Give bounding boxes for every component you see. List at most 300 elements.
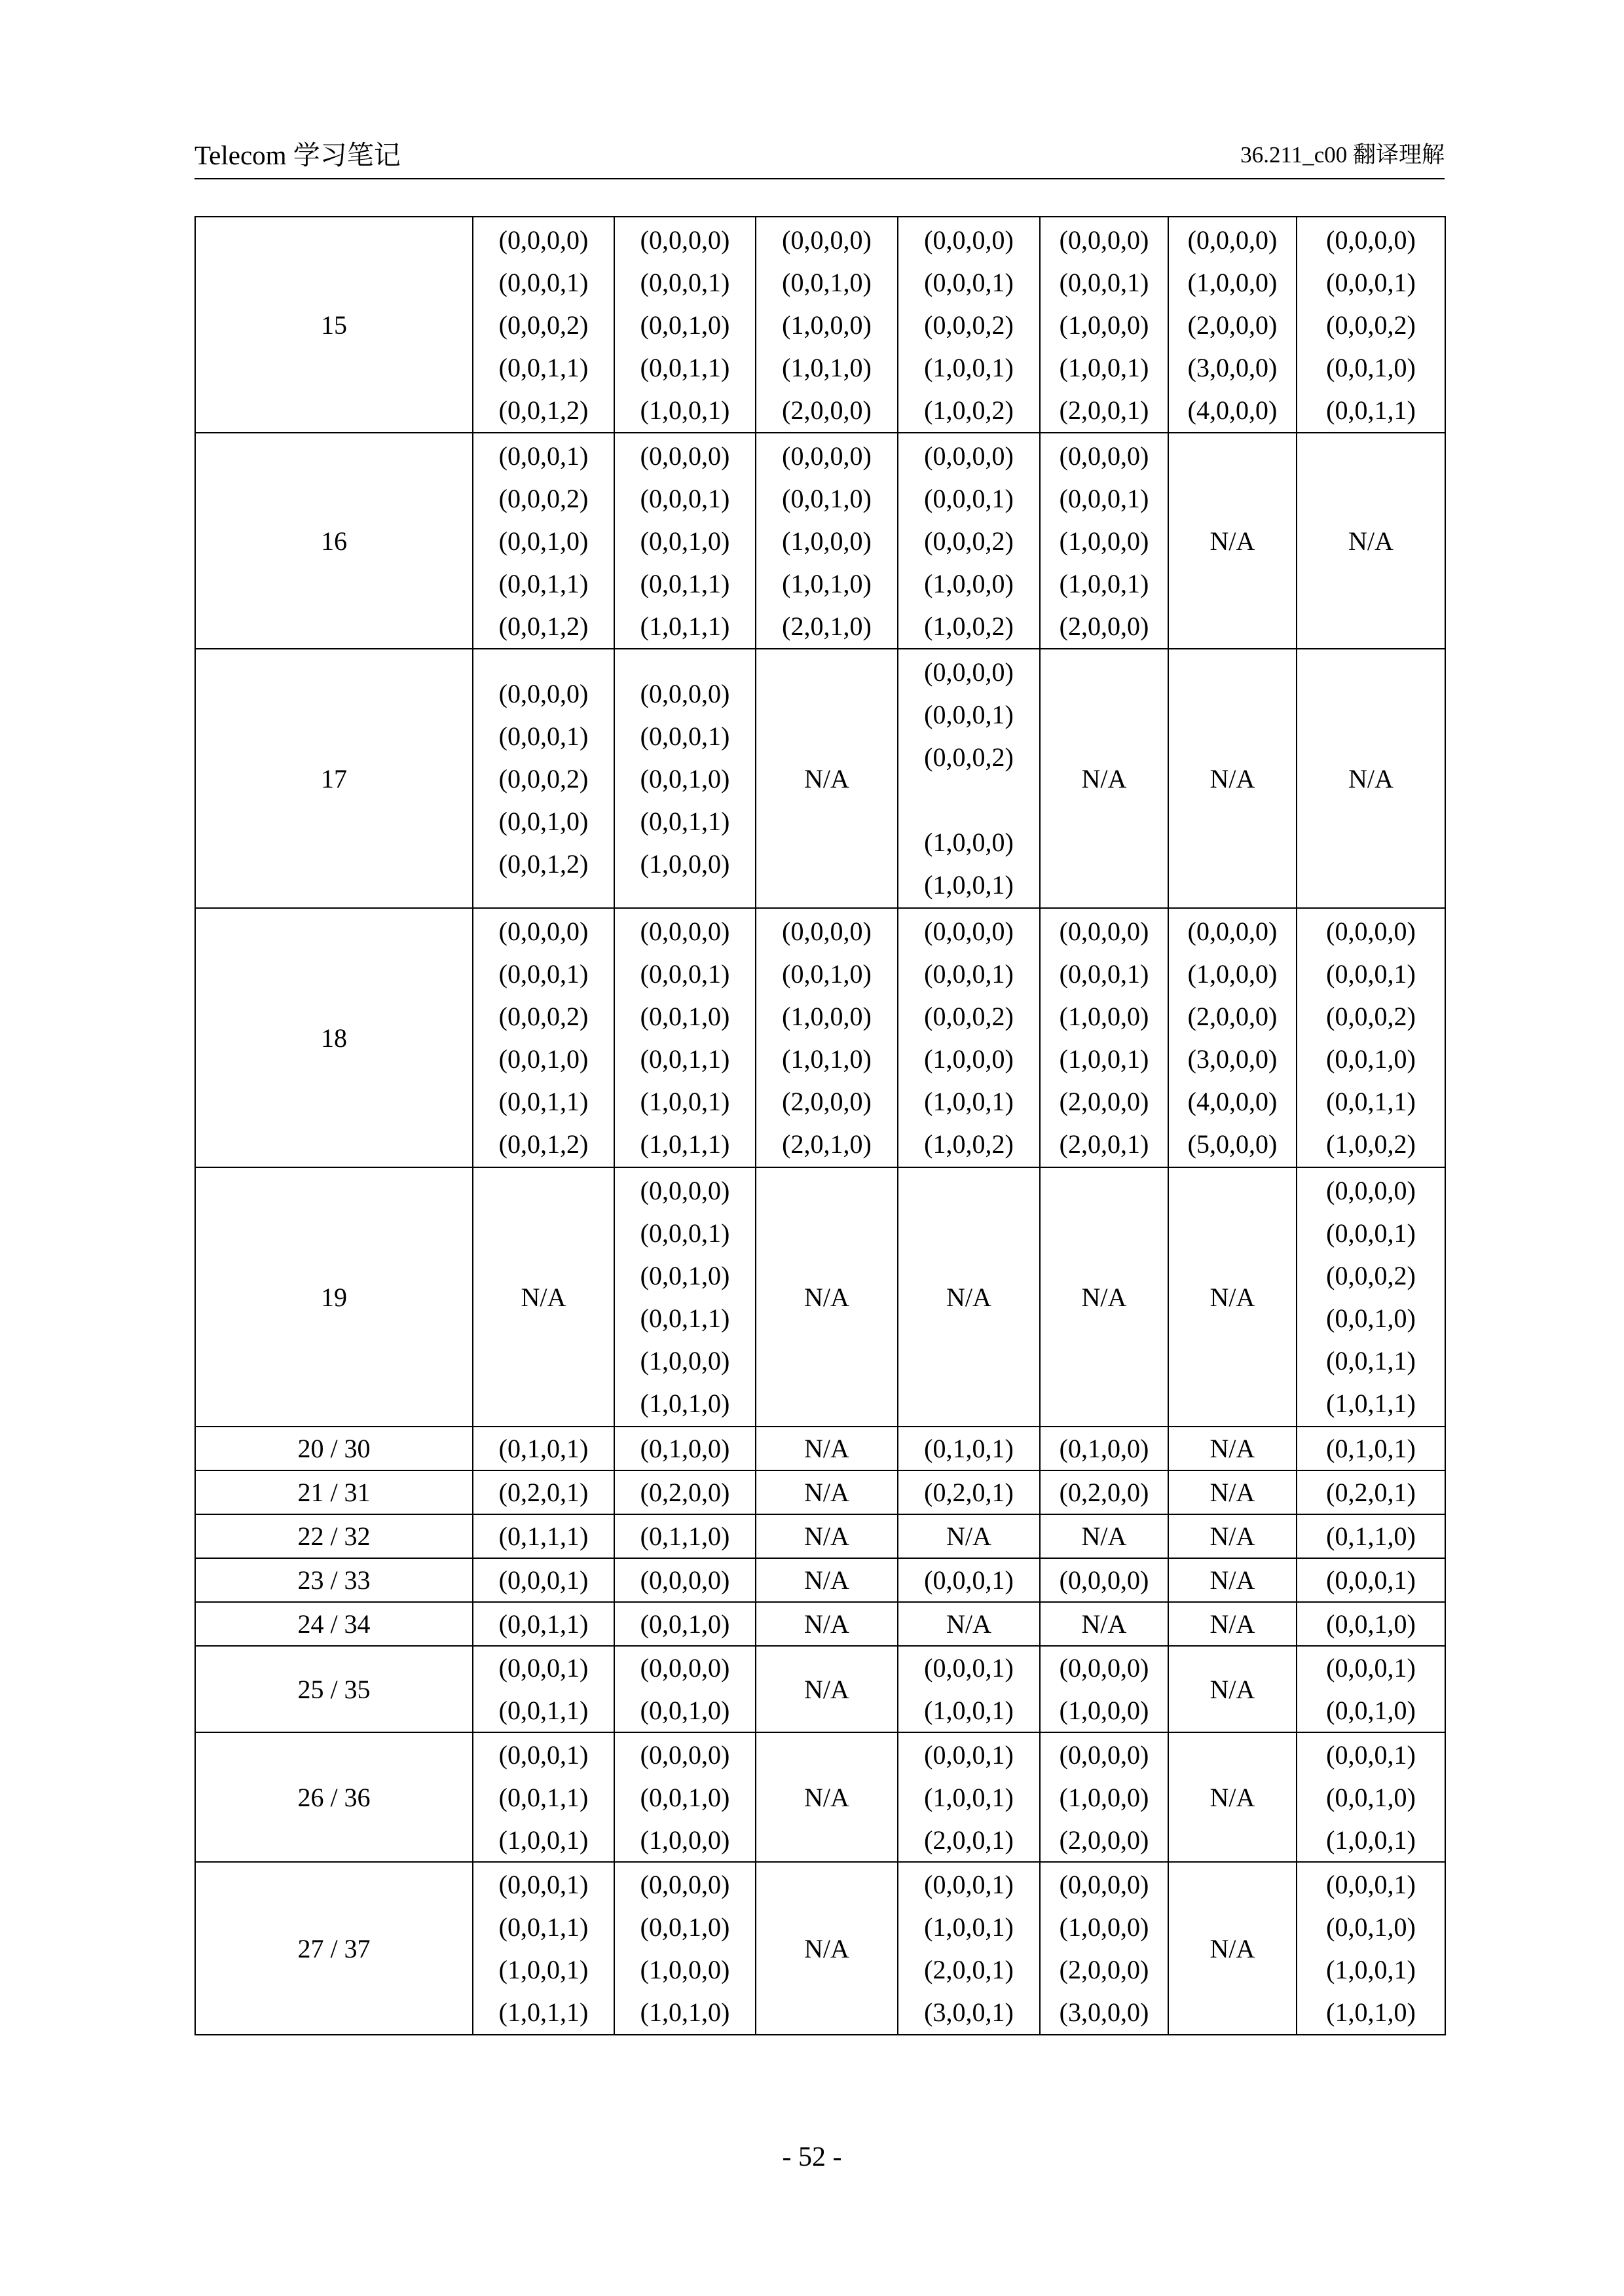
cell-value: (0,0,1,0)	[640, 1261, 730, 1290]
table-row	[195, 1470, 1445, 1514]
cell-na: N/A	[1209, 1522, 1255, 1551]
cell-value: (0,0,0,2)	[498, 763, 589, 793]
table-cell	[1297, 217, 1445, 433]
table-cell	[614, 908, 756, 1167]
table-cell	[756, 217, 898, 433]
cell-value: (0,0,1,0)	[498, 1044, 589, 1074]
cell-value: (0,1,0,0)	[640, 1434, 730, 1463]
header-title: Telecom 学习笔记	[194, 140, 401, 170]
cell-value: (1,0,1,0)	[782, 352, 872, 382]
cell-value: (0,0,0,1)	[924, 1653, 1014, 1683]
table-cell	[614, 433, 756, 649]
cell-value: (0,0,0,0)	[640, 1870, 730, 1899]
cell-value: (0,0,1,0)	[1326, 1782, 1416, 1812]
cell-value: (0,0,0,0)	[640, 1653, 730, 1683]
table-cell	[473, 1862, 614, 2035]
cell-na: N/A	[804, 1782, 849, 1812]
cell-value: (0,0,0,1)	[498, 1740, 589, 1770]
cell-value: (1,0,0,0)	[1187, 959, 1278, 989]
cell-value: (3,0,0,0)	[1187, 1044, 1278, 1074]
cell-value: (0,0,0,1)	[640, 1218, 730, 1248]
table-cell	[756, 1167, 898, 1427]
table-cell	[1040, 1427, 1168, 1470]
table-row	[195, 1602, 1445, 1646]
cell-value: (0,1,0,0)	[1059, 1434, 1149, 1463]
cell-value: (0,0,0,2)	[1326, 310, 1416, 340]
cell-value: (0,0,0,1)	[640, 267, 730, 297]
cell-value: (0,0,0,1)	[498, 441, 589, 471]
table-cell	[1040, 1470, 1168, 1514]
cell-value: (0,0,1,0)	[1326, 1303, 1416, 1333]
cell-na: N/A	[804, 1609, 849, 1639]
row-label: 25 / 35	[195, 1646, 473, 1732]
cell-value: (0,0,0,0)	[640, 1176, 730, 1205]
table-cell	[1297, 1167, 1445, 1427]
cell-value: (0,0,0,0)	[924, 657, 1014, 687]
table-row	[195, 1646, 1445, 1732]
cell-value: (2,0,0,0)	[1059, 1825, 1149, 1855]
cell-value: (2,0,0,0)	[782, 1087, 872, 1116]
cell-value: (0,0,1,1)	[498, 1609, 589, 1639]
cell-value: (1,0,0,1)	[1059, 568, 1149, 598]
table-cell	[898, 1732, 1040, 1862]
cell-value: (0,0,0,0)	[782, 441, 872, 471]
table-cell	[756, 1427, 898, 1470]
cell-value: (0,0,0,0)	[1326, 1176, 1416, 1205]
table-cell	[614, 1646, 756, 1732]
table-cell	[898, 1470, 1040, 1514]
cell-value: (2,0,0,0)	[1187, 310, 1278, 340]
cell-value: (1,0,1,0)	[640, 1997, 730, 2027]
cell-value: (2,0,0,1)	[1059, 395, 1149, 425]
table-cell	[614, 1602, 756, 1646]
cell-na: N/A	[521, 1282, 566, 1312]
cell-value: (0,0,0,1)	[498, 1565, 589, 1595]
cell-value: (0,0,1,2)	[498, 611, 589, 641]
cell-value: (0,0,0,1)	[1326, 1565, 1416, 1595]
table-cell	[473, 649, 614, 908]
table-cell	[898, 1646, 1040, 1732]
table-cell	[1297, 1558, 1445, 1602]
cell-value: (1,0,0,2)	[924, 395, 1014, 425]
table-cell	[1040, 1514, 1168, 1558]
cell-value: (0,0,0,0)	[640, 1740, 730, 1770]
cell-value: (0,0,1,0)	[782, 483, 872, 513]
cell-value: (0,0,0,2)	[498, 310, 589, 340]
row-label: 17	[195, 649, 473, 908]
table-cell	[473, 1732, 614, 1862]
cell-value: (0,0,0,1)	[1059, 483, 1149, 513]
cell-value: (1,0,0,1)	[924, 1087, 1014, 1116]
cell-value: (0,1,1,1)	[498, 1522, 589, 1551]
cell-value: (0,0,0,0)	[498, 225, 589, 255]
cell-value: (0,0,0,0)	[498, 917, 589, 946]
table-cell	[1040, 1602, 1168, 1646]
cell-value: (1,0,0,2)	[1326, 1129, 1416, 1159]
header-doc-id: 36.211_c00 翻译理解	[1240, 142, 1445, 168]
cell-value: (0,0,1,1)	[1326, 395, 1416, 425]
cell-value: (0,0,1,1)	[640, 1044, 730, 1074]
table-cell	[614, 1514, 756, 1558]
cell-value: (0,0,0,0)	[1059, 1653, 1149, 1683]
cell-value: (1,0,1,1)	[498, 1997, 589, 2027]
table-cell	[898, 433, 1040, 649]
cell-value: (0,0,1,1)	[498, 1696, 589, 1725]
cell-value: (0,0,0,1)	[1326, 1653, 1416, 1683]
cell-value: (0,2,0,0)	[1059, 1478, 1149, 1507]
cell-value: (1,0,1,0)	[1326, 1997, 1416, 2027]
cell-value: (2,0,0,1)	[924, 1825, 1014, 1855]
table-cell	[1168, 433, 1297, 649]
cell-value: (1,0,0,0)	[1187, 267, 1278, 297]
table-cell	[756, 649, 898, 908]
cell-value: (0,0,0,1)	[1059, 959, 1149, 989]
cell-value: (0,0,0,2)	[498, 1002, 589, 1031]
table-cell	[1168, 1167, 1297, 1427]
cell-value: (1,0,0,0)	[924, 828, 1014, 857]
row-label: 23 / 33	[195, 1558, 473, 1602]
table-row	[195, 1732, 1445, 1862]
table-cell	[614, 1470, 756, 1514]
table-cell	[1297, 908, 1445, 1167]
table-row	[195, 908, 1445, 1167]
cell-value: (1,0,0,2)	[924, 611, 1014, 641]
table-cell	[1040, 1558, 1168, 1602]
row-label: 16	[195, 433, 473, 649]
table-cell	[614, 649, 756, 908]
cell-na: N/A	[1209, 1565, 1255, 1595]
table-cell	[1297, 1732, 1445, 1862]
table-cell	[1168, 1470, 1297, 1514]
table-cell	[1168, 1427, 1297, 1470]
cell-value: (1,0,1,0)	[640, 1389, 730, 1418]
table-cell	[473, 1514, 614, 1558]
table-cell	[473, 217, 614, 433]
cell-value: (0,0,1,1)	[498, 568, 589, 598]
table-cell	[1297, 433, 1445, 649]
table-cell	[756, 1646, 898, 1732]
cell-value: (0,0,0,1)	[498, 1653, 589, 1683]
cell-value: (0,0,1,1)	[498, 352, 589, 382]
cell-value: (0,0,0,1)	[924, 483, 1014, 513]
cell-value: (0,0,1,0)	[640, 1782, 730, 1812]
table-cell	[1040, 649, 1168, 908]
row-label: 21 / 31	[195, 1470, 473, 1514]
cell-value: (0,1,0,1)	[924, 1434, 1014, 1463]
table-cell	[473, 1646, 614, 1732]
cell-value: (0,0,1,1)	[1326, 1087, 1416, 1116]
config-table	[194, 216, 1446, 2035]
table-row	[195, 433, 1445, 649]
cell-value: (0,0,0,0)	[1187, 225, 1278, 255]
table-cell	[1040, 217, 1168, 433]
cell-value: (1,0,0,0)	[640, 1955, 730, 1984]
cell-value: (0,0,0,1)	[498, 721, 589, 751]
cell-na: N/A	[1081, 1522, 1127, 1551]
cell-value: (1,0,0,0)	[782, 526, 872, 556]
cell-value: (0,0,1,2)	[498, 1129, 589, 1159]
cell-value: (0,0,0,1)	[924, 1565, 1014, 1595]
cell-value: (0,0,1,1)	[640, 568, 730, 598]
cell-value: (0,0,0,1)	[924, 267, 1014, 297]
cell-value: (1,0,0,0)	[1059, 1912, 1149, 1942]
cell-value: (0,0,1,0)	[1326, 1044, 1416, 1074]
cell-na: N/A	[1209, 526, 1255, 556]
cell-value: (5,0,0,0)	[1187, 1129, 1278, 1159]
cell-value: (1,0,1,1)	[640, 611, 730, 641]
table-cell	[898, 217, 1040, 433]
row-label: 24 / 34	[195, 1602, 473, 1646]
cell-value: (0,0,0,0)	[640, 917, 730, 946]
table-row	[195, 1862, 1445, 2035]
table-cell	[898, 1427, 1040, 1470]
table-cell	[898, 649, 1040, 908]
cell-na: N/A	[946, 1609, 991, 1639]
cell-na: N/A	[1348, 526, 1393, 556]
cell-value: (1,0,0,1)	[498, 1955, 589, 1984]
table-cell	[1297, 1602, 1445, 1646]
table-cell	[614, 1732, 756, 1862]
table-cell	[473, 1558, 614, 1602]
cell-value: (1,0,0,0)	[1059, 526, 1149, 556]
cell-na: N/A	[1081, 763, 1127, 793]
cell-value: (0,2,0,1)	[924, 1478, 1014, 1507]
cell-value: (0,0,0,1)	[1326, 1218, 1416, 1248]
cell-value: (0,0,1,1)	[640, 806, 730, 836]
cell-value: (1,0,0,0)	[640, 1346, 730, 1376]
cell-value: (1,0,0,1)	[924, 1782, 1014, 1812]
cell-value: (4,0,0,0)	[1187, 1087, 1278, 1116]
cell-value: (0,0,0,1)	[640, 721, 730, 751]
table-cell	[1168, 1732, 1297, 1862]
cell-value: (1,0,0,0)	[640, 848, 730, 879]
cell-value: (1,0,0,1)	[924, 1696, 1014, 1725]
table-row	[195, 649, 1445, 908]
table-cell	[756, 908, 898, 1167]
row-label: 19	[195, 1167, 473, 1427]
cell-na: N/A	[1081, 1609, 1127, 1639]
cell-value: (0,0,1,0)	[640, 763, 730, 793]
cell-value: (0,0,1,2)	[498, 848, 589, 879]
cell-value: (1,0,0,1)	[1326, 1825, 1416, 1855]
cell-value: (0,0,1,1)	[498, 1087, 589, 1116]
cell-value: (0,0,1,0)	[498, 806, 589, 836]
row-label: 15	[195, 217, 473, 433]
table-cell	[1040, 1646, 1168, 1732]
cell-na: N/A	[1081, 1282, 1127, 1312]
cell-value: (1,0,0,1)	[924, 1912, 1014, 1942]
cell-value: (0,1,1,0)	[1326, 1522, 1416, 1551]
cell-value: (0,0,0,2)	[498, 483, 589, 513]
table-cell	[756, 433, 898, 649]
cell-na: N/A	[804, 1282, 849, 1312]
cell-value: (4,0,0,0)	[1187, 395, 1278, 425]
cell-value: (2,0,0,0)	[1059, 1087, 1149, 1116]
cell-value: (1,0,0,0)	[640, 1825, 730, 1855]
table-row	[195, 1514, 1445, 1558]
row-label: 27 / 37	[195, 1862, 473, 2035]
table-cell	[1040, 908, 1168, 1167]
table-cell	[1168, 1558, 1297, 1602]
cell-value: (2,0,1,0)	[782, 611, 872, 641]
cell-value: (0,0,0,2)	[924, 310, 1014, 340]
cell-na: N/A	[804, 1522, 849, 1551]
cell-na: N/A	[804, 1933, 849, 1963]
table-cell	[756, 1862, 898, 2035]
cell-value: (2,0,0,0)	[1059, 611, 1149, 641]
cell-value: (0,0,1,0)	[640, 1912, 730, 1942]
cell-value: (0,0,1,0)	[782, 959, 872, 989]
cell-value: (0,0,0,0)	[1326, 225, 1416, 255]
cell-value: (1,0,0,1)	[924, 352, 1014, 382]
cell-value: (0,0,1,0)	[1326, 352, 1416, 382]
cell-na: N/A	[1209, 1933, 1255, 1963]
cell-value: (0,1,0,1)	[498, 1434, 589, 1463]
table-cell	[898, 1602, 1040, 1646]
cell-value: (0,0,0,0)	[498, 678, 589, 708]
cell-value: (2,0,0,1)	[924, 1955, 1014, 1984]
cell-value: (1,0,0,1)	[640, 395, 730, 425]
cell-value: (1,0,1,0)	[782, 1044, 872, 1074]
cell-value: (0,0,0,2)	[924, 1002, 1014, 1031]
cell-value: (1,0,0,1)	[498, 1825, 589, 1855]
cell-value: (2,0,0,0)	[782, 395, 872, 425]
cell-na: N/A	[946, 1522, 991, 1551]
cell-na: N/A	[1209, 1478, 1255, 1507]
cell-na: N/A	[1209, 1674, 1255, 1704]
cell-value: (0,0,0,1)	[640, 959, 730, 989]
table-cell	[473, 1602, 614, 1646]
cell-value: (0,0,0,1)	[924, 1740, 1014, 1770]
cell-value: (0,0,0,0)	[1059, 917, 1149, 946]
cell-value: (0,2,0,0)	[640, 1478, 730, 1507]
table-cell	[1297, 1862, 1445, 2035]
table-row	[195, 1167, 1445, 1427]
cell-value: (0,0,1,2)	[498, 395, 589, 425]
table-cell	[898, 1167, 1040, 1427]
cell-value: (1,0,1,1)	[1326, 1389, 1416, 1418]
cell-gap	[898, 778, 1039, 821]
cell-na: N/A	[1209, 763, 1255, 793]
table-cell	[898, 908, 1040, 1167]
table-cell	[1297, 1646, 1445, 1732]
cell-value: (0,0,1,0)	[498, 526, 589, 556]
cell-na: N/A	[1209, 1782, 1255, 1812]
cell-value: (3,0,0,1)	[924, 1997, 1014, 2027]
cell-value: (1,0,0,0)	[1059, 1782, 1149, 1812]
page-number: - 52 -	[782, 2142, 842, 2172]
cell-na: N/A	[1209, 1282, 1255, 1312]
header-rule	[194, 178, 1445, 179]
cell-value: (0,0,0,1)	[1326, 267, 1416, 297]
cell-value: (2,0,0,0)	[1187, 1002, 1278, 1031]
cell-value: (0,0,1,0)	[640, 1002, 730, 1031]
table-cell	[1168, 1514, 1297, 1558]
table-cell	[1168, 908, 1297, 1167]
cell-na: N/A	[1209, 1609, 1255, 1639]
cell-value: (0,0,0,1)	[1059, 267, 1149, 297]
cell-value: (0,0,0,0)	[782, 917, 872, 946]
cell-value: (0,0,1,1)	[498, 1912, 589, 1942]
table-cell	[1168, 1862, 1297, 2035]
cell-value: (0,0,0,0)	[1059, 1740, 1149, 1770]
cell-value: (1,0,0,0)	[924, 1044, 1014, 1074]
cell-value: (1,0,0,0)	[1059, 1002, 1149, 1031]
cell-value: (0,0,0,2)	[924, 742, 1014, 772]
cell-value: (1,0,0,0)	[782, 310, 872, 340]
cell-value: (0,0,1,0)	[1326, 1696, 1416, 1725]
cell-value: (0,0,0,2)	[1326, 1002, 1416, 1031]
table-cell	[614, 1558, 756, 1602]
cell-value: (0,0,0,2)	[924, 526, 1014, 556]
cell-value: (0,0,0,1)	[498, 267, 589, 297]
cell-value: (0,2,0,1)	[498, 1478, 589, 1507]
cell-value: (0,0,0,0)	[1059, 225, 1149, 255]
cell-value: (0,0,1,0)	[782, 267, 872, 297]
table-cell	[1168, 649, 1297, 908]
cell-value: (1,0,1,0)	[782, 568, 872, 598]
table-cell	[1168, 1646, 1297, 1732]
cell-value: (0,0,0,1)	[498, 959, 589, 989]
cell-value: (3,0,0,0)	[1187, 352, 1278, 382]
cell-value: (0,0,0,0)	[924, 225, 1014, 255]
table-cell	[898, 1514, 1040, 1558]
table-cell	[756, 1470, 898, 1514]
cell-value: (0,0,0,0)	[640, 225, 730, 255]
cell-value: (0,0,1,1)	[640, 352, 730, 382]
cell-value: (2,0,0,0)	[1059, 1955, 1149, 1984]
cell-value: (0,0,1,0)	[1326, 1912, 1416, 1942]
cell-value: (0,0,0,0)	[924, 441, 1014, 471]
cell-value: (1,0,0,2)	[924, 1129, 1014, 1159]
cell-value: (0,0,1,0)	[640, 1609, 730, 1639]
cell-value: (0,0,0,0)	[640, 441, 730, 471]
table-cell	[1040, 1732, 1168, 1862]
cell-value: (0,0,0,1)	[924, 700, 1014, 729]
cell-value: (2,0,0,1)	[1059, 1129, 1149, 1159]
table-cell	[898, 1558, 1040, 1602]
cell-value: (0,0,0,1)	[1326, 959, 1416, 989]
cell-value: (1,0,0,0)	[782, 1002, 872, 1031]
cell-value: (0,0,0,2)	[1326, 1261, 1416, 1290]
table-cell	[756, 1732, 898, 1862]
table-cell	[756, 1558, 898, 1602]
table-cell	[756, 1514, 898, 1558]
cell-na: N/A	[1209, 1434, 1255, 1463]
cell-value: (1,0,1,1)	[640, 1129, 730, 1159]
table-cell	[473, 1167, 614, 1427]
cell-value: (3,0,0,0)	[1059, 1997, 1149, 2027]
cell-na: N/A	[804, 1674, 849, 1704]
row-label: 22 / 32	[195, 1514, 473, 1558]
cell-value: (0,0,0,0)	[1059, 1565, 1149, 1595]
cell-value: (0,0,1,0)	[640, 310, 730, 340]
cell-value: (0,0,0,0)	[924, 917, 1014, 946]
table-cell	[473, 908, 614, 1167]
cell-na: N/A	[804, 1434, 849, 1463]
cell-value: (1,0,0,1)	[1059, 352, 1149, 382]
cell-value: (1,0,0,1)	[1326, 1955, 1416, 1984]
cell-na: N/A	[1348, 763, 1393, 793]
cell-value: (0,0,0,0)	[1187, 917, 1278, 946]
table-cell	[1040, 433, 1168, 649]
cell-value: (0,0,0,1)	[640, 483, 730, 513]
cell-value: (0,1,1,0)	[640, 1522, 730, 1551]
table-cell	[614, 217, 756, 433]
cell-value: (0,0,0,1)	[1326, 1870, 1416, 1899]
cell-value: (0,0,0,1)	[1326, 1740, 1416, 1770]
row-label: 26 / 36	[195, 1732, 473, 1862]
